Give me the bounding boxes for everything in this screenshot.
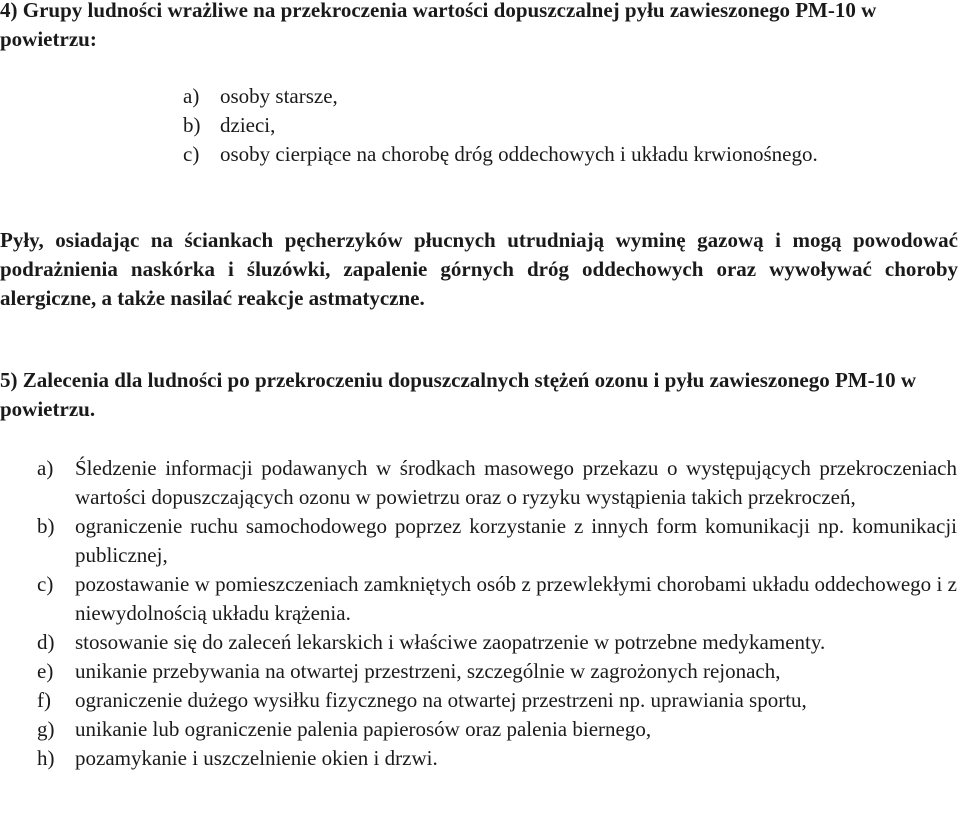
recommendations-list [37,454,957,773]
list-item-text: unikanie lub ograniczenie palenia papierosów oraz palenia biernego, [75,717,652,741]
list-item-text: osoby cierpiące na chorobę dróg oddechowych i układu krwionośnego. [220,142,818,166]
list-marker: b) [183,113,201,137]
list-item [37,744,957,773]
list-item-text: pozostawanie w pomieszczeniach zamkniętych osób z przewlekłymi chorobami układu oddechowego i z niewydolnością układu krążenia. [75,572,957,625]
vulnerable-groups-list [183,82,955,169]
section-5-heading: 5) Zalecenia dla ludności po przekroczeniu dopuszczalnych stężeń ozonu i pyłu zawieszonego PM-10 w powietrzu. [0,368,917,421]
list-item-text: ograniczenie ruchu samochodowego poprzez korzystanie z innych form komunikacji np. komunikacji publicznej, [75,514,957,567]
list-marker: a) [183,84,200,108]
list-marker: g) [37,717,55,741]
list-item [37,454,957,512]
list-item [37,657,957,686]
list-item-text: unikanie przebywania na otwartej przestrzeni, szczególnie w zagrożonych rejonach, [75,659,781,683]
list-item-text: pozamykanie i uszczelnienie okien i drzwi. [75,746,438,770]
list-item-text: osoby starsze, [220,84,338,108]
list-item-text: Śledzenie informacji podawanych w środkach masowego przekazu o występujących przekroczeniach wartości dopuszczających ozonu w powietrzu oraz o ryzyku wystąpienia takich przekroczeń, [75,456,957,509]
list-item [183,140,955,169]
list-item [183,82,955,111]
dust-effects-paragraph: Pyły, osiadając na ściankach pęcherzyków płucnych utrudniają wyminę gazową i mogą powodować podrażnienia naskórka i śluzówki, zapalenie górnych dróg oddechowych oraz wywoływać choroby alergiczne, a także nasilać reakcje astmatyczne. [0,228,958,310]
list-marker: b) [37,514,55,538]
list-marker: c) [183,142,200,166]
list-item [37,686,957,715]
list-item [37,512,957,570]
list-marker: c) [37,572,54,596]
list-item [37,570,957,628]
list-marker: h) [37,746,55,770]
list-marker: f) [37,688,51,712]
section-4-heading: 4) Grupy ludności wrażliwe na przekroczenia wartości dopuszczalnej pyłu zawieszonego PM-10 w powietrzu: [0,0,877,51]
list-item-text: stosowanie się do zaleceń lekarskich i właściwe zaopatrzenie w potrzebne medykamenty. [75,630,826,654]
list-marker: e) [37,659,54,683]
list-item [37,628,957,657]
list-marker: a) [37,456,54,480]
list-item-text: dzieci, [220,113,276,137]
list-item-text: ograniczenie dużego wysiłku fizycznego na otwartej przestrzeni np. uprawiania sportu, [75,688,807,712]
list-marker: d) [37,630,55,654]
list-item [183,111,955,140]
list-item [37,715,957,744]
